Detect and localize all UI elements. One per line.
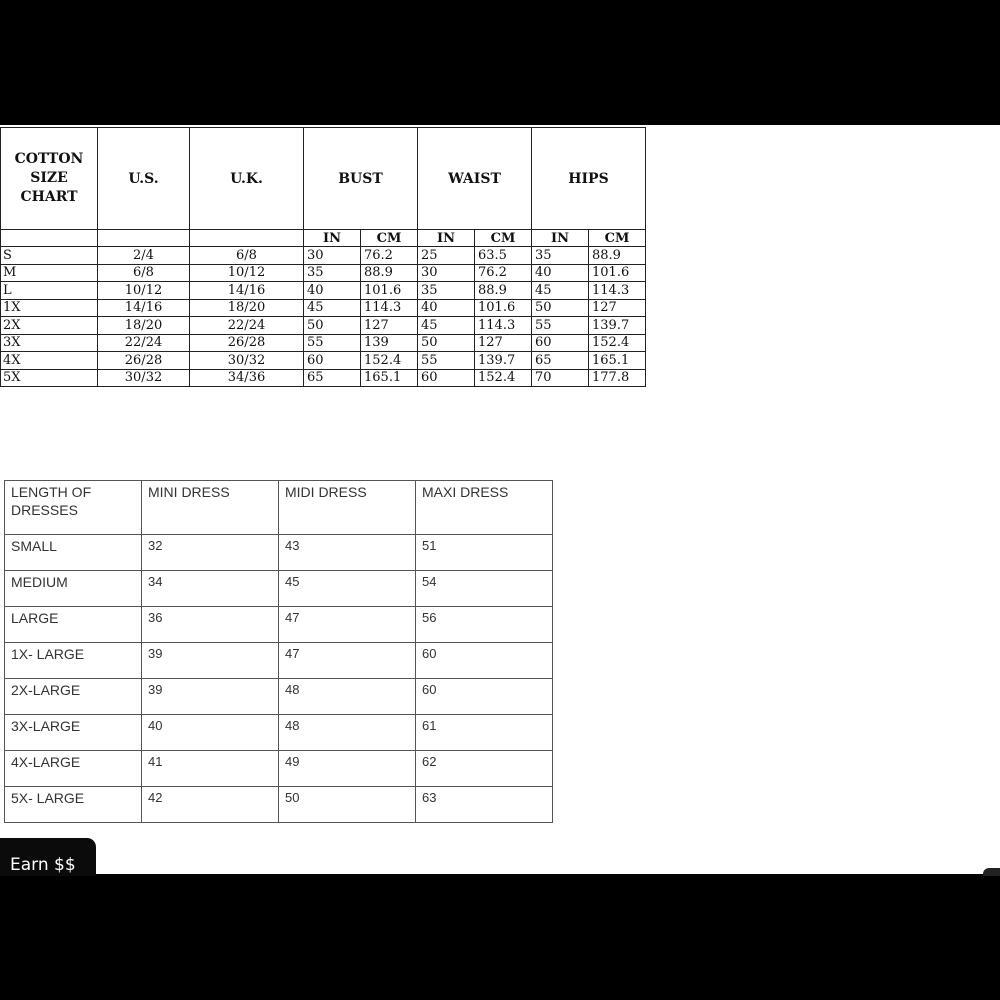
uk-size-cell: 26/28	[190, 334, 304, 352]
us-size-cell: 10/12	[98, 282, 190, 300]
size-name-cell: 2X-LARGE	[5, 679, 142, 715]
hips-cm-unit: CM	[589, 230, 646, 247]
us-size-cell: 18/20	[98, 317, 190, 335]
size-label-cell: 5X	[1, 369, 98, 387]
midi-length-cell: 49	[279, 751, 416, 787]
size-chart-title-cell: COTTON SIZE CHART	[1, 128, 98, 230]
table-row	[5, 643, 553, 679]
hips-cm-cell: 165.1	[589, 352, 646, 370]
waist-cm-cell: 101.6	[475, 299, 532, 317]
waist-cm-cell: 63.5	[475, 247, 532, 265]
midi-length-cell: 48	[279, 679, 416, 715]
hips-in-unit: IN	[532, 230, 589, 247]
size-label-cell: 3X	[1, 334, 98, 352]
mini-length-cell: 40	[142, 715, 279, 751]
midi-length-cell: 50	[279, 787, 416, 823]
maxi-length-cell: 62	[416, 751, 553, 787]
mini-length-cell: 39	[142, 643, 279, 679]
waist-in-cell: 30	[418, 264, 475, 282]
us-size-cell: 22/24	[98, 334, 190, 352]
table-row	[5, 751, 553, 787]
waist-in-cell: 25	[418, 247, 475, 265]
waist-cm-cell: 139.7	[475, 352, 532, 370]
maxi-length-cell: 60	[416, 679, 553, 715]
waist-in-cell: 50	[418, 334, 475, 352]
table-row	[5, 607, 553, 643]
bust-cm-cell: 76.2	[361, 247, 418, 265]
hips-in-cell: 65	[532, 352, 589, 370]
size-name-cell: 1X- LARGE	[5, 643, 142, 679]
length-chart-header-row	[5, 481, 553, 535]
us-size-cell: 2/4	[98, 247, 190, 265]
bust-cm-cell: 139	[361, 334, 418, 352]
hips-cm-cell: 88.9	[589, 247, 646, 265]
table-row	[1, 299, 646, 317]
size-name-cell: 3X-LARGE	[5, 715, 142, 751]
units-blank-cell	[190, 230, 304, 247]
maxi-length-cell: 54	[416, 571, 553, 607]
maxi-length-cell: 60	[416, 643, 553, 679]
uk-size-cell: 10/12	[190, 264, 304, 282]
hips-cm-cell: 152.4	[589, 334, 646, 352]
document-page	[0, 125, 1000, 874]
bust-in-cell: 30	[304, 247, 361, 265]
bust-cm-cell: 101.6	[361, 282, 418, 300]
uk-size-cell: 30/32	[190, 352, 304, 370]
midi-length-cell: 45	[279, 571, 416, 607]
uk-size-cell: 18/20	[190, 299, 304, 317]
hips-in-cell: 45	[532, 282, 589, 300]
us-size-cell: 14/16	[98, 299, 190, 317]
size-label-cell: 2X	[1, 317, 98, 335]
mini-length-cell: 36	[142, 607, 279, 643]
bust-in-cell: 40	[304, 282, 361, 300]
us-size-header: U.S.	[98, 128, 190, 230]
table-row	[1, 282, 646, 300]
hips-cm-cell: 101.6	[589, 264, 646, 282]
table-row	[5, 715, 553, 751]
maxi-length-cell: 56	[416, 607, 553, 643]
midi-length-cell: 43	[279, 535, 416, 571]
bust-in-cell: 50	[304, 317, 361, 335]
size-chart-header-row	[1, 128, 646, 230]
size-label-cell: M	[1, 264, 98, 282]
mini-length-cell: 34	[142, 571, 279, 607]
bust-cm-unit: CM	[361, 230, 418, 247]
scroll-corner-handle[interactable]	[983, 868, 1000, 876]
uk-size-cell: 14/16	[190, 282, 304, 300]
size-chart-units-row	[1, 230, 646, 247]
waist-in-cell: 35	[418, 282, 475, 300]
hips-cm-cell: 177.8	[589, 369, 646, 387]
size-name-cell: MEDIUM	[5, 571, 142, 607]
size-name-cell: 5X- LARGE	[5, 787, 142, 823]
size-label-cell: S	[1, 247, 98, 265]
bust-in-cell: 65	[304, 369, 361, 387]
waist-cm-cell: 88.9	[475, 282, 532, 300]
bust-in-cell: 55	[304, 334, 361, 352]
table-row	[1, 369, 646, 387]
waist-cm-cell: 127	[475, 334, 532, 352]
table-row	[5, 535, 553, 571]
uk-size-cell: 34/36	[190, 369, 304, 387]
hips-cm-cell: 114.3	[589, 282, 646, 300]
hips-in-cell: 50	[532, 299, 589, 317]
hips-in-cell: 35	[532, 247, 589, 265]
table-row	[1, 317, 646, 335]
units-blank-cell	[98, 230, 190, 247]
uk-size-cell: 6/8	[190, 247, 304, 265]
hips-in-cell: 40	[532, 264, 589, 282]
waist-header: WAIST	[418, 128, 532, 230]
hips-cm-cell: 127	[589, 299, 646, 317]
size-label-cell: 4X	[1, 352, 98, 370]
midi-dress-header: MIDI DRESS	[279, 481, 416, 535]
waist-in-cell: 45	[418, 317, 475, 335]
hips-in-cell: 70	[532, 369, 589, 387]
mini-length-cell: 32	[142, 535, 279, 571]
hips-header: HIPS	[532, 128, 646, 230]
hips-in-cell: 55	[532, 317, 589, 335]
us-size-cell: 26/28	[98, 352, 190, 370]
table-row	[1, 247, 646, 265]
bust-cm-cell: 127	[361, 317, 418, 335]
length-of-dresses-header: LENGTH OF DRESSES	[5, 481, 142, 535]
midi-length-cell: 47	[279, 607, 416, 643]
earn-money-button[interactable]: Earn $$	[0, 838, 96, 876]
us-size-cell: 6/8	[98, 264, 190, 282]
size-name-cell: LARGE	[5, 607, 142, 643]
table-row	[5, 571, 553, 607]
table-row	[1, 264, 646, 282]
waist-in-cell: 60	[418, 369, 475, 387]
maxi-dress-header: MAXI DRESS	[416, 481, 553, 535]
size-name-cell: 4X-LARGE	[5, 751, 142, 787]
bust-cm-cell: 114.3	[361, 299, 418, 317]
uk-size-cell: 22/24	[190, 317, 304, 335]
table-row	[5, 787, 553, 823]
waist-cm-unit: CM	[475, 230, 532, 247]
uk-size-header: U.K.	[190, 128, 304, 230]
bust-in-cell: 60	[304, 352, 361, 370]
mini-length-cell: 42	[142, 787, 279, 823]
waist-cm-cell: 152.4	[475, 369, 532, 387]
bust-in-cell: 45	[304, 299, 361, 317]
bust-cm-cell: 152.4	[361, 352, 418, 370]
bust-cm-cell: 165.1	[361, 369, 418, 387]
size-name-cell: SMALL	[5, 535, 142, 571]
waist-in-cell: 55	[418, 352, 475, 370]
bust-in-cell: 35	[304, 264, 361, 282]
hips-cm-cell: 139.7	[589, 317, 646, 335]
maxi-length-cell: 63	[416, 787, 553, 823]
waist-cm-cell: 76.2	[475, 264, 532, 282]
hips-in-cell: 60	[532, 334, 589, 352]
mini-dress-header: MINI DRESS	[142, 481, 279, 535]
size-label-cell: 1X	[1, 299, 98, 317]
waist-in-cell: 40	[418, 299, 475, 317]
table-row	[1, 334, 646, 352]
maxi-length-cell: 51	[416, 535, 553, 571]
units-blank-cell	[1, 230, 98, 247]
bust-header: BUST	[304, 128, 418, 230]
waist-in-unit: IN	[418, 230, 475, 247]
size-label-cell: L	[1, 282, 98, 300]
bust-in-unit: IN	[304, 230, 361, 247]
midi-length-cell: 47	[279, 643, 416, 679]
bust-cm-cell: 88.9	[361, 264, 418, 282]
table-row	[5, 679, 553, 715]
table-row	[1, 352, 646, 370]
cotton-size-chart-table	[0, 127, 646, 387]
waist-cm-cell: 114.3	[475, 317, 532, 335]
dress-length-table	[4, 480, 553, 823]
mini-length-cell: 41	[142, 751, 279, 787]
maxi-length-cell: 61	[416, 715, 553, 751]
mini-length-cell: 39	[142, 679, 279, 715]
us-size-cell: 30/32	[98, 369, 190, 387]
midi-length-cell: 48	[279, 715, 416, 751]
